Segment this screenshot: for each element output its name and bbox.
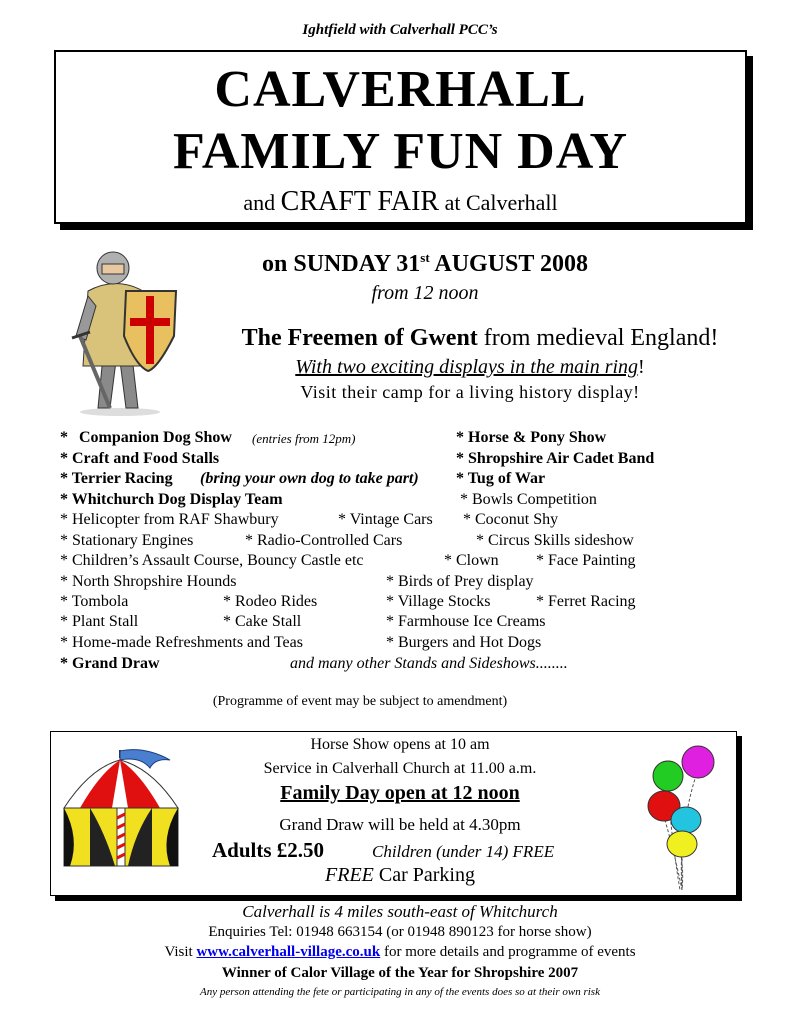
attraction-more: and many other Stands and Sideshows........ bbox=[290, 655, 568, 672]
knight-illustration bbox=[58, 236, 188, 416]
title-line-1: CALVERHALL bbox=[214, 61, 587, 118]
attraction-item: * Circus Skills sideshow bbox=[476, 532, 634, 549]
attraction-item: * Plant Stall bbox=[60, 613, 139, 630]
displays-italic: With two exciting displays in the main ring bbox=[295, 356, 639, 378]
children-price: Children (under 14) FREE bbox=[372, 842, 555, 861]
date-month-year: AUGUST 2008 bbox=[429, 251, 588, 277]
attraction-item: * Cake Stall bbox=[223, 613, 302, 630]
attraction-item: * Craft and Food Stalls bbox=[60, 450, 220, 467]
attraction-item: * Coconut Shy bbox=[463, 511, 559, 528]
title-box bbox=[54, 50, 747, 224]
horse-show-time: Horse Show opens at 10 am bbox=[310, 736, 490, 753]
website-link[interactable]: www.calverhall-village.co.uk bbox=[196, 944, 381, 960]
attraction-note: (bring your own dog to take part) bbox=[200, 470, 419, 487]
attraction-item: * Horse & Pony Show bbox=[456, 429, 607, 446]
attraction-item: * Vintage Cars bbox=[338, 511, 433, 528]
attraction-item: * Radio-Controlled Cars bbox=[245, 532, 403, 549]
attraction-item: * Rodeo Rides bbox=[223, 593, 318, 610]
visit-line bbox=[0, 944, 800, 961]
title-line-2: FAMILY FUN DAY bbox=[172, 123, 629, 180]
parking-free: FREE bbox=[325, 864, 374, 886]
attraction-item: * Shropshire Air Cadet Band bbox=[456, 450, 655, 467]
attraction-item: * Home-made Refreshments and Teas bbox=[60, 634, 303, 651]
camp-line: Visit their camp for a living history display! bbox=[300, 382, 640, 402]
adult-price: Adults £2.50 bbox=[212, 838, 325, 862]
attraction-item: * Bowls Competition bbox=[460, 491, 597, 508]
attraction-item: * Face Painting bbox=[536, 552, 636, 569]
attraction-item: * Whitchurch Dog Display Team bbox=[60, 491, 283, 508]
organiser-line: Ightfield with Calverhall PCC’s bbox=[302, 22, 498, 38]
location-line: Calverhall is 4 miles south-east of Whitchurch bbox=[242, 902, 558, 921]
subtitle-and: and bbox=[243, 190, 276, 215]
balloons-illustration bbox=[640, 740, 730, 892]
attraction-item: Companion Dog Show bbox=[79, 429, 232, 446]
disclaimer: Any person attending the fete or participating in any of the events does so at their own risk bbox=[200, 986, 600, 998]
event-date bbox=[200, 250, 650, 278]
attraction-item: * Burgers and Hot Dogs bbox=[386, 634, 542, 651]
freemen-headline bbox=[190, 325, 770, 352]
attraction-item: * Grand Draw bbox=[60, 655, 160, 672]
church-service-time: Service in Calverhall Church at 11.00 a.m. bbox=[263, 760, 537, 777]
attraction-note: (entries from 12pm) bbox=[252, 431, 356, 446]
freemen-name: The Freemen of Gwent bbox=[241, 325, 478, 351]
attraction-item: * Tombola bbox=[60, 593, 129, 610]
attraction-item: * Village Stocks bbox=[386, 593, 491, 610]
visit-suffix: for more details and programme of events bbox=[380, 944, 636, 960]
parking-rest: Car Parking bbox=[373, 864, 475, 886]
visit-prefix: Visit bbox=[164, 944, 197, 960]
displays-line bbox=[190, 356, 750, 379]
award-line: Winner of Calor Village of the Year for Shropshire 2007 bbox=[221, 965, 579, 981]
grand-draw-time: Grand Draw will be held at 4.30pm bbox=[279, 815, 521, 834]
displays-end: ! bbox=[638, 356, 645, 378]
title-subtitle bbox=[56, 186, 745, 218]
attraction-item: * Stationary Engines bbox=[60, 532, 194, 549]
subtitle-craft-fair: CRAFT FAIR bbox=[280, 186, 440, 217]
family-day-open-time: Family Day open at 12 noon bbox=[280, 782, 520, 804]
attraction-item: * North Shropshire Hounds bbox=[60, 573, 237, 590]
attraction-item: * Tug of War bbox=[456, 470, 546, 487]
attraction-item: * Clown bbox=[444, 552, 499, 569]
attraction-item: * Helicopter from RAF Shawbury bbox=[60, 511, 279, 528]
attraction-item: * Children’s Assault Course, Bouncy Castle etc bbox=[60, 552, 364, 569]
attraction-item: * Farmhouse Ice Creams bbox=[386, 613, 546, 630]
circus-tent-illustration bbox=[60, 748, 185, 868]
subtitle-at-calverhall: at Calverhall bbox=[444, 190, 558, 215]
attraction-item: * Birds of Prey display bbox=[386, 573, 534, 590]
car-parking bbox=[200, 864, 600, 887]
amendment-note: (Programme of event may be subject to amendment) bbox=[212, 694, 508, 709]
event-time: from 12 noon bbox=[371, 282, 479, 304]
date-prefix: on SUNDAY 31 bbox=[262, 251, 421, 277]
freemen-rest: from medieval England! bbox=[477, 325, 719, 351]
date-suffix-sup: st bbox=[420, 250, 430, 265]
attraction-item: * Ferret Racing bbox=[536, 593, 636, 610]
enquiries-line: Enquiries Tel: 01948 663154 (or 01948 890123 for horse show) bbox=[208, 924, 592, 940]
attraction-star: * bbox=[60, 429, 68, 446]
attraction-item: * Terrier Racing bbox=[60, 470, 173, 487]
